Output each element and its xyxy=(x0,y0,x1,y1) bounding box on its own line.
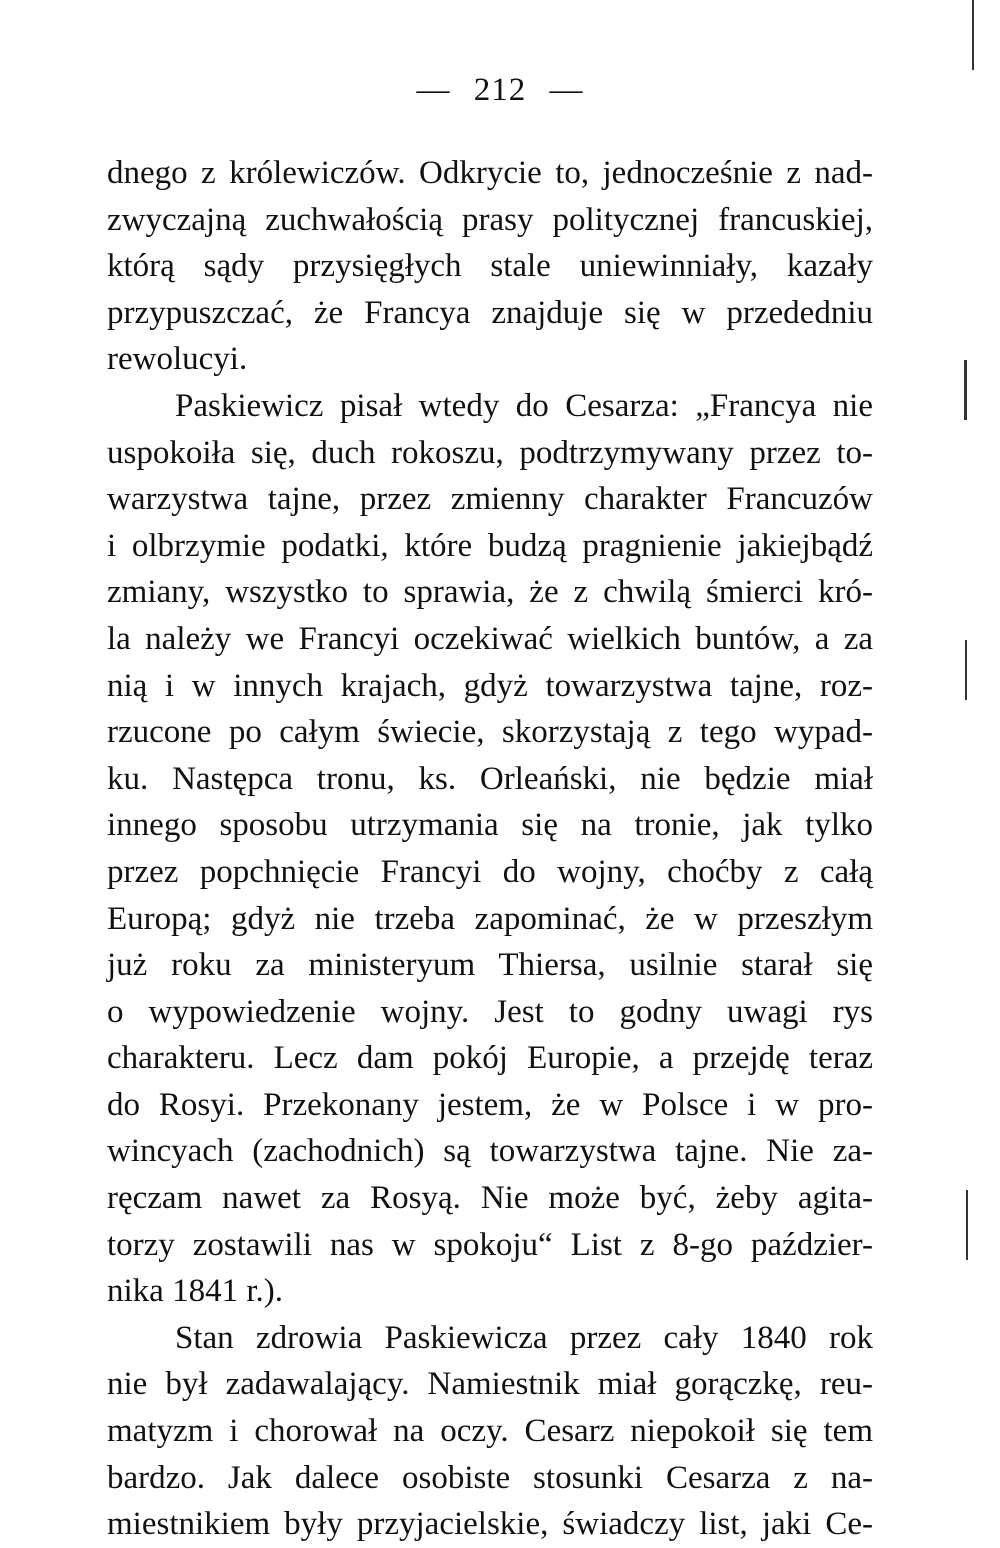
text-line: nika 1841 r.). xyxy=(107,1273,283,1310)
body-text xyxy=(107,150,873,1548)
text-line: Europą; gdyż nie trzeba zapominać, że w przeszłym xyxy=(107,900,873,937)
scan-edge-mark xyxy=(966,1190,968,1260)
text-line: o wypowiedzenie wojny. Jest to godny uwagi rys xyxy=(107,993,873,1030)
page-number-dash-right: — xyxy=(549,72,584,108)
text-line: nią i w innych krajach, gdyż towarzystwa tajne, roz- xyxy=(107,667,873,704)
text-line: przypuszczać, że Francya znajduje się w przededniu xyxy=(107,294,873,331)
text-line: i olbrzymie podatki, które budzą pragnienie jakiejbądź xyxy=(107,527,873,564)
text-line: la należy we Francyi oczekiwać wielkich buntów, a za xyxy=(107,620,873,657)
text-line: innego sposobu utrzymania się na tronie, jak tylko xyxy=(107,807,873,844)
text-line: już roku za ministeryum Thiersa, usilnie starał się xyxy=(107,947,873,984)
scan-edge-marks xyxy=(960,0,1000,1471)
paragraph-start-line: Stan zdrowia Paskiewicza przez cały 1840 rok xyxy=(175,1319,873,1356)
text-line: wincyach (zachodnich) są towarzystwa tajne. Nie za- xyxy=(107,1133,873,1170)
text-line: do Rosyi. Przekonany jestem, że w Polsce i w pro- xyxy=(107,1086,873,1123)
text-line: ku. Następca tronu, ks. Orleański, nie będzie miał xyxy=(107,760,873,797)
page-number: 212 xyxy=(473,72,527,108)
scan-edge-mark xyxy=(972,0,974,70)
text-line: torzy zostawili nas w spokoju“ List z 8-go paździer- xyxy=(107,1226,873,1263)
text-line: charakteru. Lecz dam pokój Europie, a przejdę teraz xyxy=(107,1040,873,1077)
text-line: przez popchnięcie Francyi do wojny, choćby z całą xyxy=(107,853,873,890)
text-line: zmiany, wszystko to sprawia, że z chwilą śmierci kró- xyxy=(107,574,873,611)
text-line: rewolucyi. xyxy=(107,341,248,378)
scan-edge-mark xyxy=(964,360,967,420)
text-line: rzucone po całym świecie, skorzystają z tego wypad- xyxy=(107,714,873,751)
page-number-header xyxy=(0,72,1000,109)
page-number-dash-left: — xyxy=(416,72,451,108)
text-line: ręczam nawet za Rosyą. Nie może być, żeby agita- xyxy=(107,1180,873,1217)
scan-edge-mark xyxy=(965,640,967,700)
text-line: uspokoiła się, duch rokoszu, podtrzymywany przez to- xyxy=(107,434,873,471)
text-line: bardzo. Jak dalece osobiste stosunki Cesarza z na- xyxy=(107,1459,873,1496)
text-line: miestnikiem były przyjacielskie, świadczy list, jaki Ce- xyxy=(107,1506,873,1543)
text-line: warzystwa tajne, przez zmienny charakter Francuzów xyxy=(107,481,873,518)
text-line: którą sądy przysięgłych stale uniewinniały, kazały xyxy=(107,248,873,285)
paragraph-start-line: Paskiewicz pisał wtedy do Cesarza: „Francya nie xyxy=(175,387,873,424)
text-line: zwyczajną zuchwałością prasy politycznej francuskiej, xyxy=(107,201,873,238)
text-line: matyzm i chorował na oczy. Cesarz niepokoił się tem xyxy=(107,1413,873,1450)
text-line: nie był zadawalający. Namiestnik miał gorączkę, reu- xyxy=(107,1366,873,1403)
text-line: dnego z królewiczów. Odkrycie to, jednocześnie z nad- xyxy=(107,155,873,191)
